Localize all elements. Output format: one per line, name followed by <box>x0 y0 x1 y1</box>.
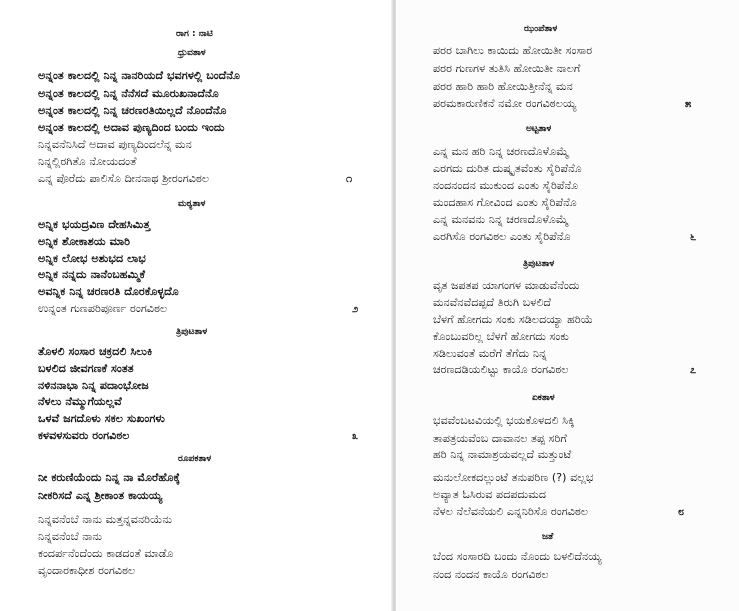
tala-heading: ರೂಪಕತಾಳ <box>178 454 212 464</box>
verse-line: ಅನ್ನಂತ ಕಾಲದಲ್ಲಿ ನಿನ್ನ ನಾನರಿಯದೆ ಭವಗಳಲ್ಲಿ ಬಂದೆನೊ <box>38 69 241 82</box>
verse-line: ವೃತ ಜಪತಪ ಯಾಗಂಗಳ ಮಾಡುವೆನೆಂದು <box>433 279 580 292</box>
verse-line: ಅನ್ನಿಕ ನನ್ನದು ನಾನೆಂಬಹಮ್ಮಿಕೆ <box>38 268 146 281</box>
tala-heading: ಏಕತಾಳ <box>532 393 555 403</box>
verse-number: ೨ <box>352 302 359 315</box>
raga-heading: ರಾಗ : ನಾಟಿ <box>176 29 213 39</box>
verse-line: ಪರರ ಹಾರಿ ಹಾರಿ ಹೋಯಿತ್ತೀನೆನ್ನ ಮನ <box>433 80 573 93</box>
verse-line: ತೊಳಲಿ ಸಂಸಾರ ಚಕ್ರದಲಿ ಸಿಲುಕಿ <box>38 345 153 358</box>
verse-number: ೩ <box>352 429 359 442</box>
verse-line: ನಿನ್ನಲ್ಲಿರಗಿತೊ ನೋಯದಂತೆ <box>38 155 137 168</box>
verse-line: ಅವನ್ನಿಕ ನಿನ್ನ ಚರಣರತಿ ದೊರಕೊಳ್ಳದೊ <box>38 285 179 298</box>
verse-line: ಅನ್ನಿಕ ಶೋಕಾಶಯ ಮಾರಿ <box>38 235 131 248</box>
tala-heading: ತ್ರಿಪುಟತಾಳ <box>523 259 555 269</box>
verse-line: ನಳಿನನಾಭಾ ನಿನ್ನ ಪದಾಂಭೋಜ <box>38 379 149 392</box>
verse-line: ಪರರ ಗುಣಗಳ ತುತಿಸಿ ಹೋಯಿತೀ ನಾಲಗೆ <box>433 62 581 75</box>
verse-line: ನಿನ್ನವನೆನಿಸಿದೆ ಅದಾವ ಪುಣ್ಯದಿಂದಲೆನ್ನ ಮನ <box>38 138 192 151</box>
tala-heading: ಧ್ರುವತಾಳ <box>178 48 206 58</box>
verse-line: ಬೆಂದ ಸಂಸಾರದಿ ಬಂದು ನೊಂದು ಬಳಲಿದೆನಯ್ಯ <box>433 550 602 563</box>
verse-line: ಚರಣದಡಿಯಲಿಟ್ಟು ಕಾಯೊ ರಂಗವಿಠಲ <box>433 363 569 376</box>
right-page <box>396 0 739 611</box>
verse-line: ಎನ್ನ ಪೊರೆದು ಪಾಲಿಸೊ ದೀನನಾಥ ಶ್ರೀರಂಗವಿಠಲ <box>38 172 210 185</box>
verse-line: ಪರಮಕಾರುಣಿಕನೆ ನಮೋ ರಂಗವಿಠಲಯ್ಯ <box>433 97 577 110</box>
verse-line: ಉನ್ನಂತ ಗುಣಪರಿಪೂರ್ಣ ರಂಗವಿಠಲ <box>38 302 168 315</box>
verse-line: ಹರಿ ನಿನ್ನ ನಾಮಾಶ್ರಯವಲ್ಲದೆ ಮತ್ತುಂಟೆ <box>433 448 572 461</box>
verse-line: ಕಂದರ್ಪನೆಂದೆಂದು ಕಾಡದಂತೆ ಮಾಡೊ <box>38 547 174 560</box>
tala-heading: ಝಂಪೆತಾಳ <box>524 24 558 34</box>
verse-line: ನಿನ್ನವನೆಂಬೆ ನಾನು <box>38 530 103 543</box>
verse-line: ಅನ್ನಿಕ ಲೋಭ ಅಶುಭದ ಲಾಭ <box>38 252 146 265</box>
verse-line: ಎರಗದು ದುರಿತ ದುಷ್ಕೃತವೆಂತು ಸೈರಿಪೆನೊ <box>433 162 582 175</box>
tala-heading: ಮಠ್ಯತಾಳ <box>178 199 206 209</box>
verse-number: ೮ <box>678 505 685 518</box>
verse-line: ಮನುಲೋಕದಲ್ಲುಂಟೆ ತನುಪರಿಣ (?) ವಲ್ಲಭ <box>433 471 594 484</box>
verse-number: ೧ <box>346 172 353 185</box>
verse-line: ನಿನ್ನವನೆಂಬೆ ನಾನು ಮತ್ತನ್ನವನರಿಯೆನು <box>38 513 173 526</box>
verse-line: ಅನ್ನಿಕ ಭಯದ್ರವಿಣ ದೇಹಸಿಮಿತ್ತ <box>38 218 151 231</box>
verse-line: ತಾಪತ್ರಯವೆಂಬ ದಾವಾನಲ ತಪ್ಪ ಸರಿಗೆ <box>433 432 567 445</box>
verse-line: ನೀಕರಿಸದೆ ಎನ್ನ ಶ್ರೀಕಾಂತ ಕಾಯಯ್ಯ <box>38 489 163 502</box>
verse-line: ನೀ ಕರುಣಿಯೆಂದು ನಿನ್ನ ನಾ ಮೊರೆಹೊಕ್ಕೆ <box>38 471 181 484</box>
tala-heading: ಅಟ್ಟತಾಳ <box>526 124 552 134</box>
verse-line: ಅವ್ಯಾತ ಓಸಿರುವ ಪದಪದುಮದ <box>433 488 547 501</box>
verse-line: ಕೊಂಬುವರಿಲ್ಲ ಬೆಳಗೆ ಹೋಗದು ಸಂಕು <box>433 330 569 343</box>
verse-line: ಬೆಳಗೆ ಹೋಗದು ಸಂಕು ಸಡಿಲದಯ್ಯಾ ಹರಿಯೆ <box>433 313 594 326</box>
verse-line: ಅನ್ನಂತ ಕಾಲದಲ್ಲಿ ನಿನ್ನ ನೆನೆಸದೆ ಮೂರುಖನಾದೆನೊ <box>38 87 219 100</box>
verse-line: ಎನ್ನ ಮನ ಹರಿ ನಿನ್ನ ಚರಣದೊಳೊಮ್ಮೆ <box>433 145 569 158</box>
verse-line: ನಂದನಂದನ ಮುಕುಂದ ಎಂತು ಸೈರಿಪೆನೊ <box>433 179 579 192</box>
tala-heading: ಜತೆ <box>542 532 554 542</box>
verse-line: ನೆಳಲು ನೆಮ್ಮುಗೆಯಲ್ಲವೆ <box>38 395 122 408</box>
tala-heading: ತ್ರಿಪುಟತಾಳ <box>176 327 208 337</box>
verse-line: ಅನ್ನಂತ ಕಾಲದಲ್ಲಿ ನಿನ್ನ ಚರಣರತಿಯಿಲ್ಲದೆ ನೊಂದೆನೊ <box>38 104 227 117</box>
verse-line: ಸಡಿಲುವಂತೆ ಮರೆಗೆ ತೆಗೆದು ನಿನ್ನ <box>433 347 547 360</box>
verse-line: ಒಳವೆ ಜಗದೊಳು ಸಕಲ ಸುಖಂಗಳು <box>38 412 165 425</box>
verse-number: ೭ <box>690 363 697 376</box>
verse-line: ಕಳವಳಸುವರು ರಂಗವಿಠಲ <box>38 429 130 442</box>
verse-line: ಅನ್ನಂತ ಕಾಲದಲ್ಲಿ ಅದಾವ ಪುಣ್ಯದಿಂದ ಬಂದು ಇಂದು <box>38 121 225 134</box>
verse-line: ಎನ್ನ ಮನವನು ನಿನ್ನ ಚರಣದೊಳೊಮ್ಮೆ <box>433 213 569 226</box>
verse-line: ಪರರ ಬಾಗಿಲು ಕಾಯಿದು ಹೋಯಿತೀ ಸಂಸಾರ <box>433 44 593 57</box>
verse-line: ಭವವೆಂಬಟವಿಯಲ್ಲಿ ಭಯಕೊಳದಲಿ ಸಿಕ್ಕಿ <box>433 414 575 427</box>
verse-line: ನಂದ ನಂದನ ಕಾಯೊ ರಂಗವಿಠಲ <box>433 568 549 581</box>
verse-number: ೬ <box>690 230 697 243</box>
verse-line: ನೆಳಲ ನೆಲೆವನೆಯಲಿ ಎನ್ನನಿರಿಸೊ ರಂಗವಿಠಲ <box>433 505 589 518</box>
verse-line: ಎರಗಿಸೊ ರಂಗವಿಠಲ ಎಂತು ಸೈರಿಪೆನೊ <box>433 230 571 243</box>
verse-line: ಮಂದಹಾಸ ಗೋವಿಂದ ಎಂತು ಸೈರಿಪೆನೊ <box>433 196 577 209</box>
verse-line: ವೃಂದಾರಕಾಧೀಶ ರಂಗವಿಠಲ <box>38 564 136 577</box>
verse-line: ಮನವೆನವೆದಪ್ಪದೆ ತಿರುಗಿ ಬಳಲಿದೆ <box>433 296 552 309</box>
verse-number: ೫ <box>685 97 692 110</box>
verse-line: ಬಳಲಿದ ಜೀವಗಣಕೆ ಸಂತತ <box>38 362 134 375</box>
